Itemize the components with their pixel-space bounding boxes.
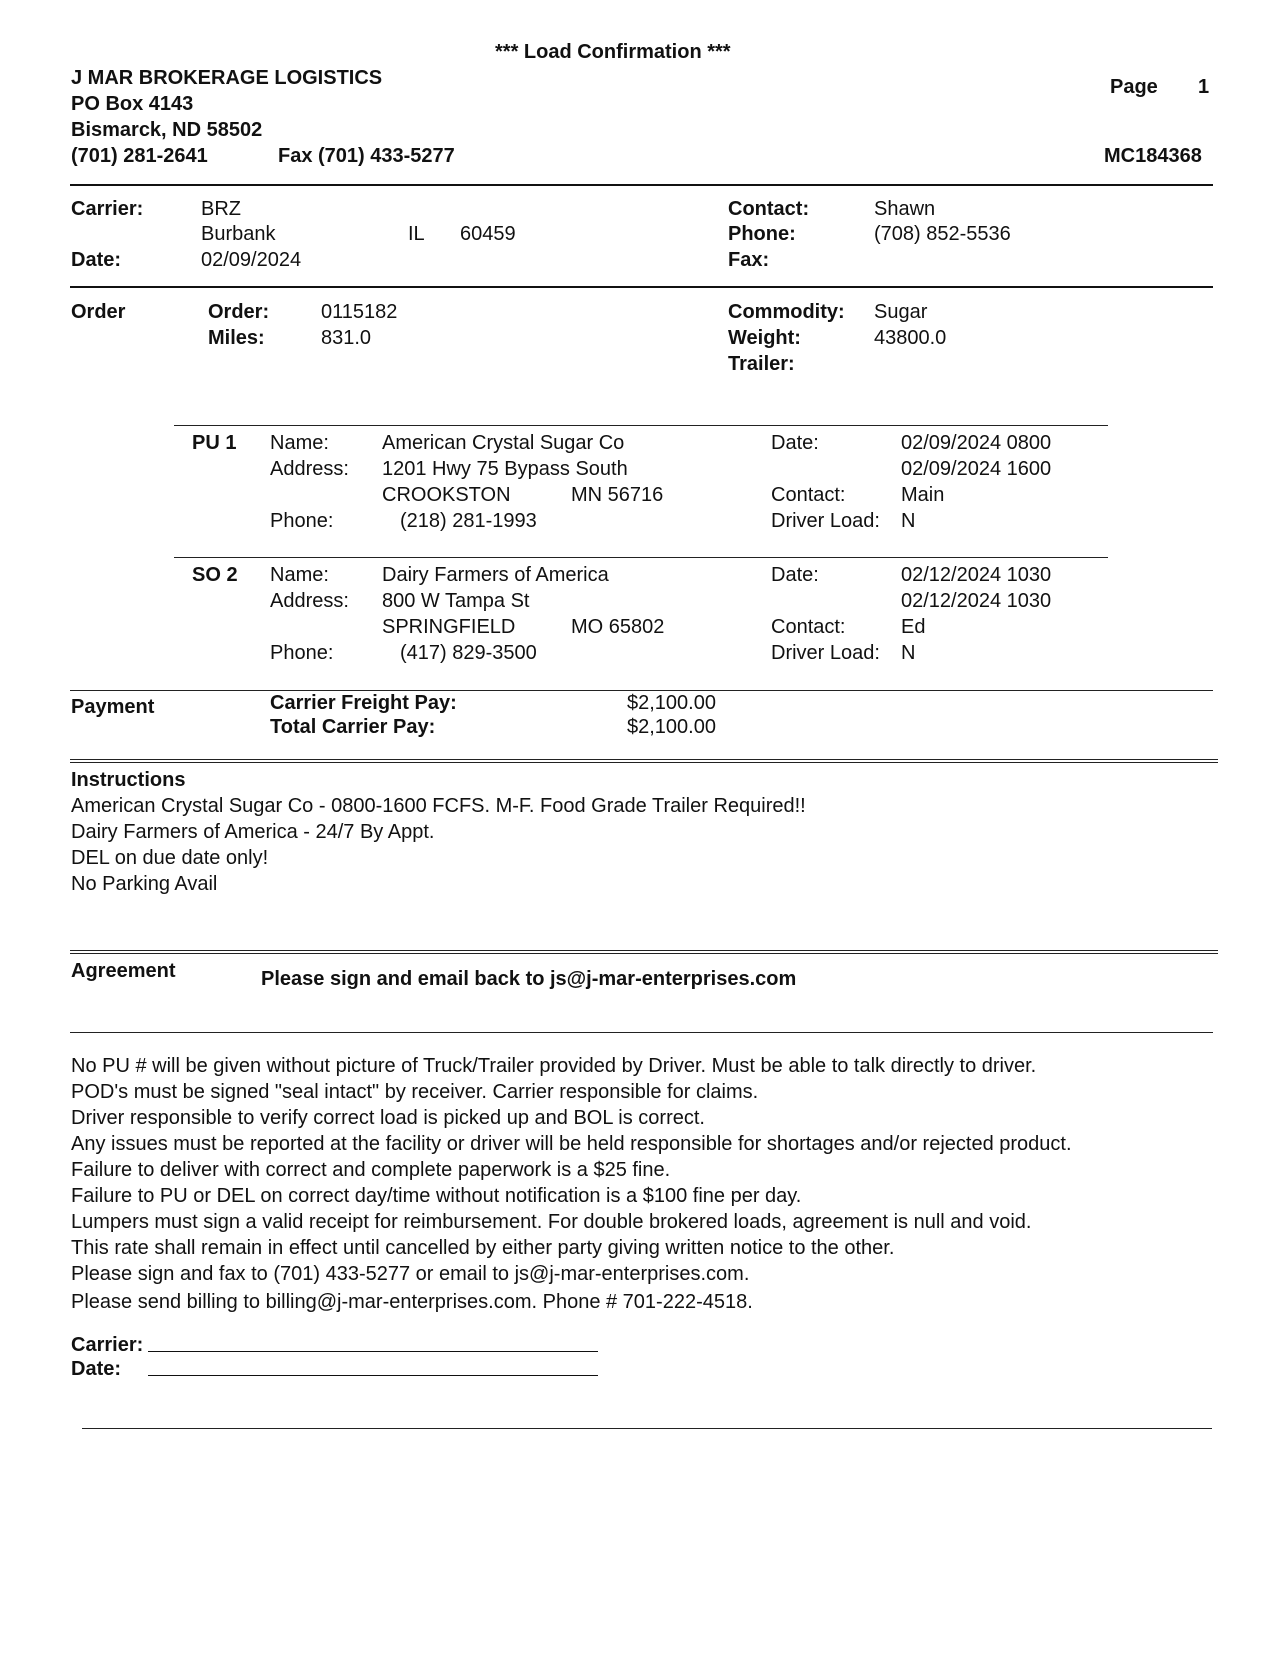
instruction-line: Dairy Farmers of America - 24/7 By Appt. — [71, 821, 435, 843]
terms-line: This rate shall remain in effect until cancelled by either party giving written notice to the other. — [71, 1237, 895, 1259]
stop-city: CROOKSTON — [382, 484, 511, 506]
order-section-label: Order — [71, 301, 126, 323]
commodity-label: Commodity: — [728, 301, 845, 323]
stop-phone: (417) 829-3500 — [400, 642, 537, 664]
stop-address-label: Address: — [270, 458, 349, 480]
stop-contact-label: Contact: — [771, 484, 846, 506]
terms-line: Failure to deliver with correct and complete paperwork is a $25 fine. — [71, 1159, 671, 1181]
terms-line: Failure to PU or DEL on correct day/time without notification is a $100 fine per day. — [71, 1185, 802, 1207]
terms-line: POD's must be signed "seal intact" by receiver. Carrier responsible for claims. — [71, 1081, 759, 1103]
instruction-line: No Parking Avail — [71, 873, 218, 895]
stop-state-zip: MO 65802 — [571, 616, 665, 638]
contact-label: Contact: — [728, 198, 810, 220]
instruction-line: American Crystal Sugar Co - 0800-1600 FCFS. M-F. Food Grade Trailer Required!! — [71, 795, 806, 817]
stop-driver-load-label: Driver Load: — [771, 510, 880, 532]
stop-name: American Crystal Sugar Co — [382, 432, 625, 454]
carrier-signature-label: Carrier: — [71, 1334, 144, 1356]
carrier-phone: (708) 852-5536 — [874, 223, 1011, 245]
terms-line: Please send billing to billing@j-mar-enterprises.com. Phone # 701-222-4518. — [71, 1291, 753, 1313]
stop-driver-load: N — [901, 510, 916, 532]
phone-label: Phone: — [728, 223, 796, 245]
weight-value: 43800.0 — [874, 327, 947, 349]
carrier-label: Carrier: — [71, 198, 144, 220]
commodity-value: Sugar — [874, 301, 928, 323]
carrier-signature-line[interactable] — [148, 1351, 598, 1352]
stop-phone-label: Phone: — [270, 642, 334, 664]
trailer-label: Trailer: — [728, 353, 795, 375]
order-label: Order: — [208, 301, 270, 323]
stop-name: Dairy Farmers of America — [382, 564, 609, 586]
instruction-line: DEL on due date only! — [71, 847, 269, 869]
agreement-bottom-divider — [70, 1032, 1213, 1033]
company-po-box: PO Box 4143 — [71, 93, 194, 115]
carrier-zip: 60459 — [460, 223, 516, 245]
miles-value: 831.0 — [321, 327, 372, 349]
stop-phone-label: Phone: — [270, 510, 334, 532]
terms-line: No PU # will be given without picture of Truck/Trailer provided by Driver. Must be able to talk directly to driver. — [71, 1055, 1037, 1077]
agreement-headline: Please sign and email back to js@j-mar-enterprises.com — [261, 968, 797, 990]
agreement-section-label: Agreement — [71, 960, 176, 982]
document-title: *** Load Confirmation *** — [495, 41, 731, 63]
stop-contact-label: Contact: — [771, 616, 846, 638]
company-name: J MAR BROKERAGE LOGISTICS — [71, 67, 383, 89]
freight-pay-label: Carrier Freight Pay: — [270, 692, 457, 714]
instructions-section-label: Instructions — [71, 769, 186, 791]
mc-number: MC184368 — [1104, 145, 1202, 167]
stop-date-start: 02/09/2024 0800 — [901, 432, 1052, 454]
total-pay-value: $2,100.00 — [627, 716, 716, 738]
fax-label: Fax: — [728, 249, 770, 271]
stop-divider — [174, 557, 1108, 558]
stop-state-zip: MN 56716 — [571, 484, 664, 506]
page-number: 1 — [1198, 76, 1210, 98]
carrier-state: IL — [408, 223, 425, 245]
stop-address-label: Address: — [270, 590, 349, 612]
stop-date-end: 02/09/2024 1600 — [901, 458, 1052, 480]
stop-code: SO 2 — [192, 564, 238, 586]
stop-city: SPRINGFIELD — [382, 616, 516, 638]
order-number: 0115182 — [321, 301, 398, 323]
terms-line: Lumpers must sign a valid receipt for reimbursement. For double brokered loads, agreement is null and void. — [71, 1211, 1032, 1233]
freight-pay-value: $2,100.00 — [627, 692, 716, 714]
company-fax: Fax (701) 433-5277 — [278, 145, 455, 167]
stop-date-label: Date: — [771, 432, 819, 454]
stop-date-label: Date: — [771, 564, 819, 586]
company-city: Bismarck, ND 58502 — [71, 119, 263, 141]
stop-name-label: Name: — [270, 564, 329, 586]
stop-address: 800 W Tampa St — [382, 590, 530, 612]
stop-driver-load: N — [901, 642, 916, 664]
terms-line: Please sign and fax to (701) 433-5277 or email to js@j-mar-enterprises.com. — [71, 1263, 750, 1285]
weight-label: Weight: — [728, 327, 801, 349]
stop-contact: Main — [901, 484, 945, 506]
agreement-divider — [70, 950, 1218, 954]
carrier-divider — [70, 286, 1213, 288]
date-label: Date: — [71, 249, 122, 271]
stop-phone: (218) 281-1993 — [400, 510, 537, 532]
stop-name-label: Name: — [270, 432, 329, 454]
header-divider — [70, 184, 1213, 186]
page-label: Page — [1110, 76, 1158, 98]
terms-line: Any issues must be reported at the facility or driver will be held responsible for shortages and/or rejected product. — [71, 1133, 1072, 1155]
stop-address: 1201 Hwy 75 Bypass South — [382, 458, 628, 480]
company-phone: (701) 281-2641 — [71, 145, 208, 167]
carrier-name: BRZ — [201, 198, 241, 220]
stop-date-end: 02/12/2024 1030 — [901, 590, 1052, 612]
payment-section-label: Payment — [71, 696, 155, 718]
total-pay-label: Total Carrier Pay: — [270, 716, 436, 738]
footer-divider — [82, 1428, 1212, 1429]
stop-divider — [174, 425, 1108, 426]
date-signature-line[interactable] — [148, 1375, 598, 1376]
instructions-divider — [70, 759, 1218, 763]
stop-date-start: 02/12/2024 1030 — [901, 564, 1052, 586]
stop-contact: Ed — [901, 616, 926, 638]
terms-line: Driver responsible to verify correct load is picked up and BOL is correct. — [71, 1107, 705, 1129]
stop-code: PU 1 — [192, 432, 237, 454]
stop-driver-load-label: Driver Load: — [771, 642, 880, 664]
load-date: 02/09/2024 — [201, 249, 302, 271]
carrier-contact: Shawn — [874, 198, 936, 220]
carrier-city: Burbank — [201, 223, 276, 245]
miles-label: Miles: — [208, 327, 265, 349]
date-signature-label: Date: — [71, 1358, 122, 1380]
